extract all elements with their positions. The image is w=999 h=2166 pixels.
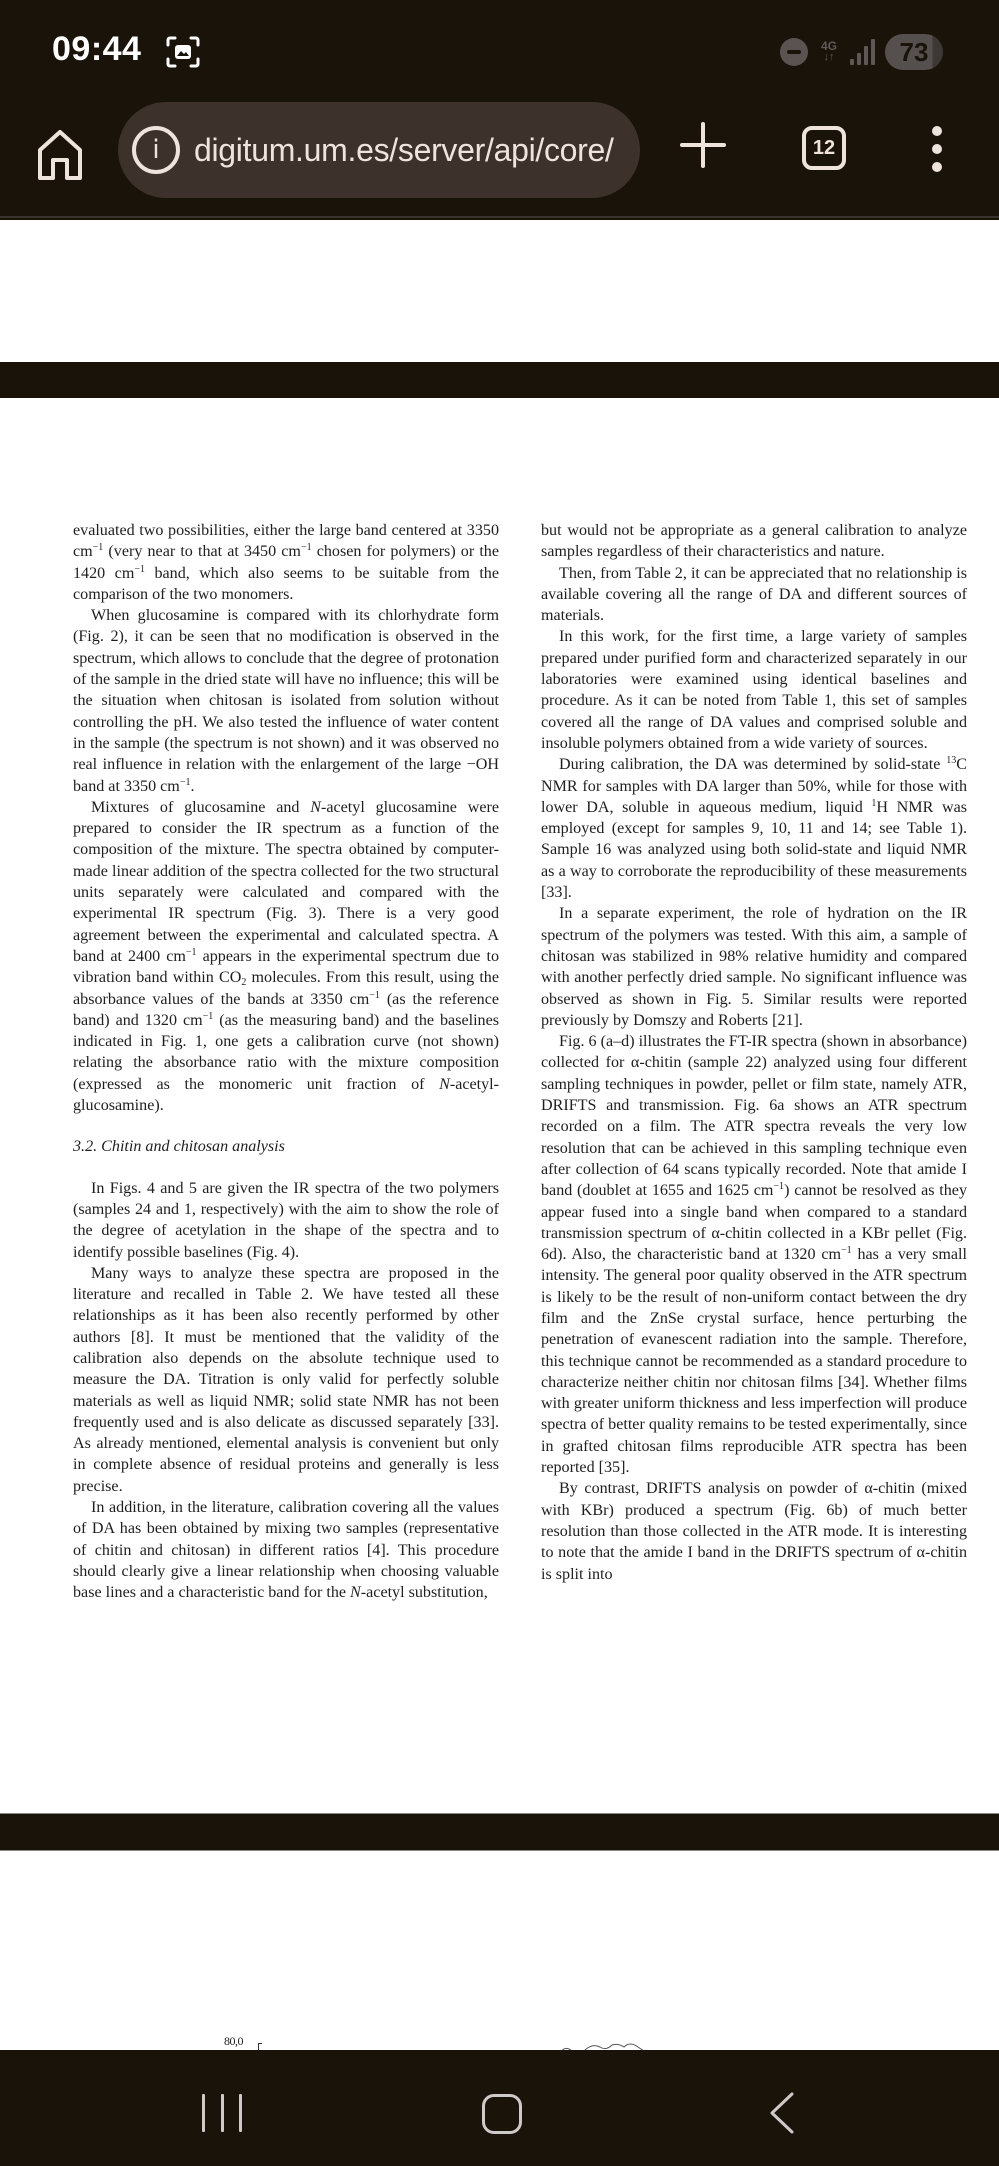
do-not-disturb-icon: [780, 38, 808, 66]
text-column-right: [541, 520, 967, 1585]
text-column-left: [73, 520, 499, 1604]
status-icons: [780, 34, 943, 70]
paragraph: Fig. 6 (a–d) illustrates the FT-IR spectra (shown in absorbance) collected for α-chitin (sample 22) analyzed using four different sampling techniques in powder, pellet or film state, namely ATR, DRIFTS and transmission. Fig. 6a shows an ATR spectrum recorded on a film. The ATR spectra reveals the very low resolution that can be achieved in this sampling technique even after collection of 64 scans typically recorded. Note that amide I band (doublet at 1655 and 1625 $cm^{-1}$) cannot be resolved as they appear fused into a single band when compared to a standard transmission spectrum of α-chitin collected in a KBr pellet (Fig. 6d). Also, the characteristic band at 1320 $cm^{-1}$ has a very small intensity. The general poor quality observed in the ATR spectrum is likely to be the result of non-uniform contact between the dry film and the ZnSe crystal surface, hence perturbing the penetration of evanescent radiation into the sample. Therefore, this technique cannot be recommended as a standard procedure to characterize neither chitin nor chitosan films [34]. Whether films with greater uniform thickness and less imperfection will produce spectra of better quality remains to be tested experimentally, since in grafted chitosan films reproducible ATR spectra has been reported [35].: [541, 1033, 967, 1477]
paragraph: By contrast, DRIFTS analysis on powder of α-chitin (mixed with KBr) produced a spectrum (Fig. 6b) of much better resolution than those collected in the ATR mode. It is interesting to note that the amide I band in the DRIFTS spectrum of α-chitin is split into: [541, 1480, 967, 1583]
paragraph: In addition, in the literature, calibration covering all the values of DA has been obtained by mixing two samples (representative of chitin and chitosan) in different ratios [4]. This procedure should clearly give a linear relationship when choosing valuable base lines and a characteristic band for the N-acetyl substitution,: [73, 1499, 499, 1602]
paragraph: Many ways to analyze these spectra are proposed in the literature and recalled in Table 2. We have tested all these relationships as it has been also recently performed by other authors [8]. It must be mentioned that the validity of the calibration also depends on the absolute technique used to measure the DA. Titration is only valid for perfectly soluble materials as well as liquid NMR; solid state NMR has not been frequently used and is also delicate as discussed separately [33]. As already mentioned, elemental analysis is convenient but only in complete absence of residual proteins and generally is less precise.: [73, 1264, 499, 1495]
pdf-page: [0, 398, 999, 1813]
paragraph: Mixtures of glucosamine and N-acetyl glucosamine were prepared to consider the IR spectrum as a function of the composition of the mixture. The spectra obtained by computer-made linear addition of the spectra collected for the two structural units separately were calculated and compared with the experimental IR spectrum (Fig. 3). There is a very good agreement between the experimental and calculated spectra. A band at 2400 $cm^{-1}$ appears in the experimental spectrum due to vibration band within $CO_2$ molecules. From this result, using the absorbance values of the bands at 3350 $cm^{-1}$ (as the reference band) and 1320 $cm^{-1}$ (as the measuring band) and the baselines indicated in Fig. 1, one gets a calibration curve (not shown) relating the absorbance ratio with the mixture composition (expressed as the monomeric unit fraction of N-acetyl-glucosamine).: [73, 798, 499, 1115]
screenshot-icon: [166, 36, 200, 68]
address-bar[interactable]: [118, 102, 640, 198]
more-vert-icon[interactable]: [930, 126, 944, 172]
paragraph: In this work, for the first time, a large variety of samples prepared under purified form and characterized separately in our laboratories were examined using identical baselines and procedure. As it can be noted from Table 1, this set of samples covered all the range of DA values and comprised soluble and insoluble polymers obtained from a wide variety of sources.: [541, 628, 967, 752]
paragraph: but would not be appropriate as a general calibration to analyze samples regardless of their characteristics and nature.: [541, 522, 967, 561]
paragraph: In Figs. 4 and 5 are given the IR spectra of the two polymers (samples 24 and 1, respectively) with the aim to show the role of the degree of acetylation in the shape of the spectra and to identify possible baselines (Fig. 4).: [73, 1179, 499, 1261]
page-separator: [0, 362, 999, 398]
spectrum-trace: [560, 2041, 680, 2050]
paragraph: In a separate experiment, the role of hydration on the IR spectrum of the polymers was tested. With this aim, a sample of chitosan was stabilized in 98% relative humidity and compared with another perfectly dried sample. No significant influence was observed as shown in Fig. 5. Similar results were reported previously by Domszy and Roberts [21].: [541, 905, 967, 1029]
pdf-page-next: [0, 1851, 999, 2050]
tab-switcher-button[interactable]: 12: [802, 126, 846, 170]
system-nav-bar: [0, 2050, 999, 2166]
url-text[interactable]: digitum.um.es/server/api/core/: [194, 131, 614, 168]
home-icon[interactable]: [36, 128, 84, 180]
figure-y-tick-label: 80,0: [224, 2034, 243, 2048]
paragraph: Then, from Table 2, it can be appreciated that no relationship is available covering all the range of DA and different sources of materials.: [541, 564, 967, 625]
signal-icon: [850, 39, 875, 65]
network-type-label: 4G: [820, 39, 837, 53]
paragraph: When glucosamine is compared with its chlorhydrate form (Fig. 2), it can be seen that no modification is observed in the spectrum, which allows to conclude that the degree of protonation of the sample in the dried state will have no influence; this will be the situation when chitosan is isolated from solution without controlling the pH. We also tested the influence of water content in the sample (the spectrum is not shown) and it was observed no real influence in relation with the enlargement of the large −OH band at 3350 $cm^{-1}$.: [73, 607, 499, 795]
page-separator: [0, 1813, 999, 1851]
recents-icon[interactable]: [202, 2094, 242, 2132]
new-tab-button[interactable]: [680, 122, 726, 168]
battery-icon: 73: [885, 34, 943, 70]
paragraph: evaluated two possibilities, either the large band centered at 3350 $cm^{-1}$ (very near to that at 3450 $cm^{-1}$ chosen for polymers) or the 1420 $cm^{-1}$ band, which also seems to be suitable from the comparison of the two monomers.: [73, 522, 499, 603]
back-icon[interactable]: [768, 2092, 798, 2134]
home-nav-icon[interactable]: [482, 2094, 522, 2134]
status-time: 09:44: [52, 30, 142, 68]
info-icon[interactable]: i: [132, 126, 180, 174]
figure-y-axis: [258, 2043, 262, 2050]
browser-toolbar: [0, 100, 999, 218]
section-heading: 3.2. Chitin and chitosan analysis: [73, 1138, 285, 1156]
4g-data-icon: 4G ↓↑: [818, 41, 840, 63]
pdf-viewer[interactable]: [0, 220, 999, 2050]
status-bar: [0, 0, 999, 100]
paragraph: During calibration, the DA was determined by solid-state $^{13}$C NMR for samples with DA larger than 50%, while for those with lower DA, soluble in aqueous medium, liquid $^1$H NMR was employed (except for samples 9, 10, 11 and 14; see Table 1). Sample 16 was analyzed using both solid-state and liquid NMR as a way to corroborate the reproducibility of these measurements [33].: [541, 755, 967, 902]
